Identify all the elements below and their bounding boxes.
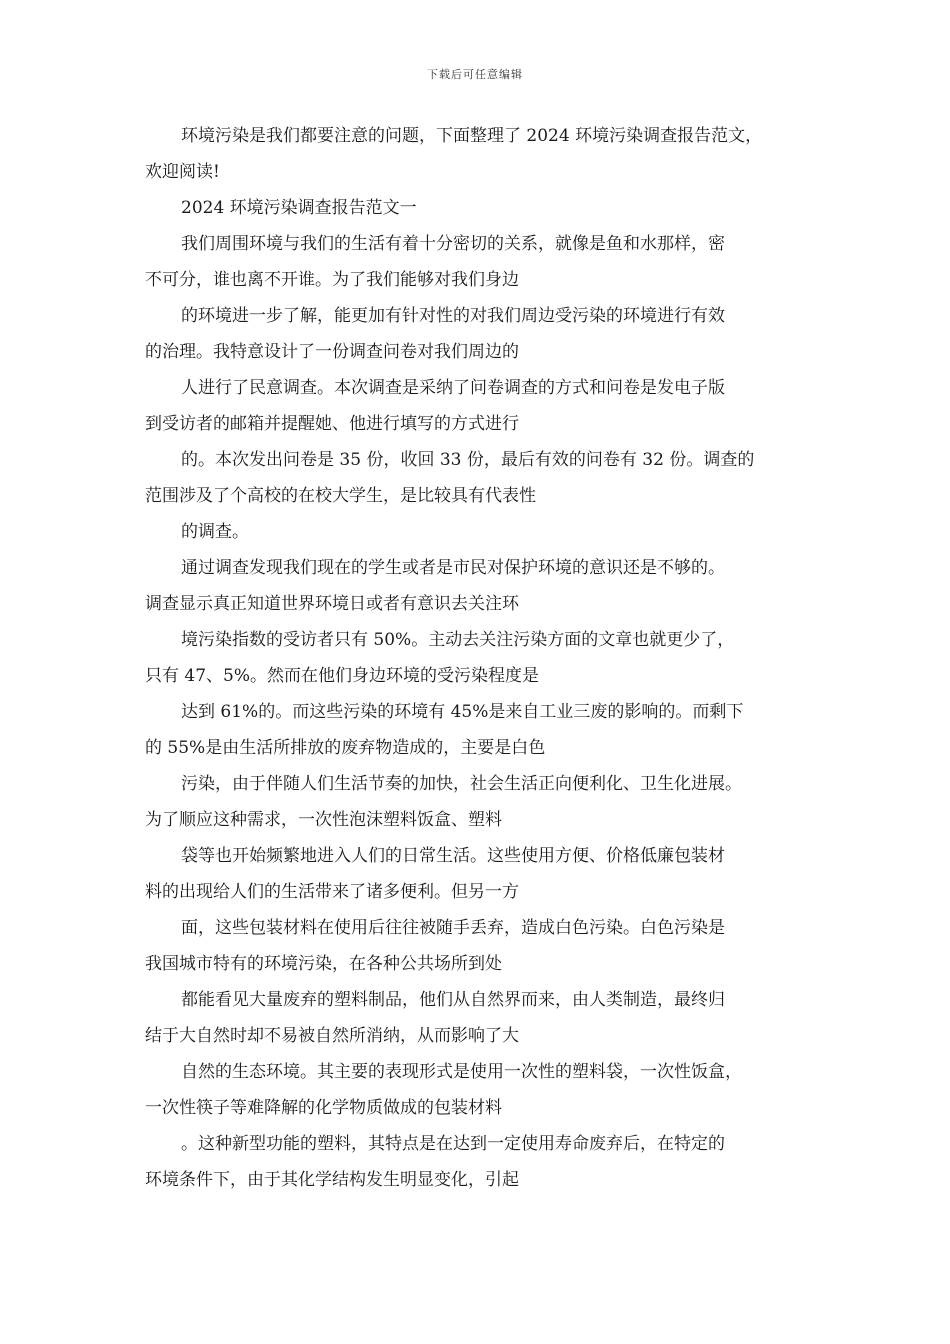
text-line: 通过调查发现我们现在的学生或者是市民对保护环境的意识还是不够的。 [181, 558, 725, 578]
text-line: 我国城市特有的环境污染，在各种公共场所到处 [145, 954, 502, 974]
text-line: 范围涉及了个高校的在校大学生，是比较具有代表性 [145, 486, 536, 506]
document-body [145, 118, 825, 1198]
text-line: 只有 47、5%。然而在他们身边环境的受污染程度是 [145, 666, 540, 686]
text-line: 不可分，谁也离不开谁。为了我们能够对我们身边 [145, 270, 519, 290]
text-line: 结于大自然时却不易被自然所消纳，从而影响了大 [145, 1026, 519, 1046]
text-line: 。这种新型功能的塑料，其特点是在达到一定使用寿命废弃后，在特定的 [181, 1134, 725, 1154]
text-line: 为了顺应这种需求，一次性泡沫塑料饭盒、塑料 [145, 810, 502, 830]
text-line: 都能看见大量废弃的塑料制品，他们从自然界而来，由人类制造，最终归 [181, 990, 725, 1010]
text-line: 欢迎阅读! [145, 162, 220, 182]
text-line: 一次性筷子等难降解的化学物质做成的包装材料 [145, 1098, 502, 1118]
text-line: 的调查。 [181, 522, 249, 542]
text-line: 污染，由于伴随人们生活节奏的加快，社会生活正向便利化、卫生化进展。 [181, 774, 742, 794]
text-line: 调查显示真正知道世界环境日或者有意识去关注环 [145, 594, 519, 614]
text-line: 我们周围环境与我们的生活有着十分密切的关系，就像是鱼和水那样，密 [181, 234, 725, 254]
text-line: 的环境进一步了解，能更加有针对性的对我们周边受污染的环境进行有效 [181, 306, 725, 326]
text-line: 环境条件下，由于其化学结构发生明显变化，引起 [145, 1170, 519, 1190]
text-line: 面，这些包装材料在使用后往往被随手丢弃，造成白色污染。白色污染是 [181, 918, 725, 938]
text-line: 达到 61%的。而这些污染的环境有 45%是来自工业三废的影响的。而剩下 [181, 702, 744, 722]
text-line: 袋等也开始频繁地进入人们的日常生活。这些使用方便、价格低廉包装材 [181, 846, 725, 866]
page-header: 下载后可任意编辑 [427, 68, 523, 81]
text-line: 自然的生态环境。其主要的表现形式是使用一次性的塑料袋，一次性饭盒， [181, 1062, 742, 1082]
text-line: 环境污染是我们都要注意的问题，下面整理了 2024 环境污染调查报告范文， [181, 126, 763, 146]
text-line: 到受访者的邮箱并提醒她、他进行填写的方式进行 [145, 414, 519, 434]
text-line: 料的出现给人们的生活带来了诸多便利。但另一方 [145, 882, 519, 902]
text-line: 2024 环境污染调查报告范文一 [181, 198, 417, 218]
text-line: 的 55%是由生活所排放的废弃物造成的，主要是白色 [145, 738, 546, 758]
text-line: 人进行了民意调查。本次调查是采纳了问卷调查的方式和问卷是发电子版 [181, 378, 725, 398]
text-line: 的治理。我特意设计了一份调查问卷对我们周边的 [145, 342, 519, 362]
text-line: 的。本次发出问卷是 35 份，收回 33 份，最后有效的问卷有 32 份。调查的 [181, 450, 755, 470]
body-text [145, 118, 825, 1198]
text-line: 境污染指数的受访者只有 50%。主动去关注污染方面的文章也就更少了， [181, 630, 735, 650]
